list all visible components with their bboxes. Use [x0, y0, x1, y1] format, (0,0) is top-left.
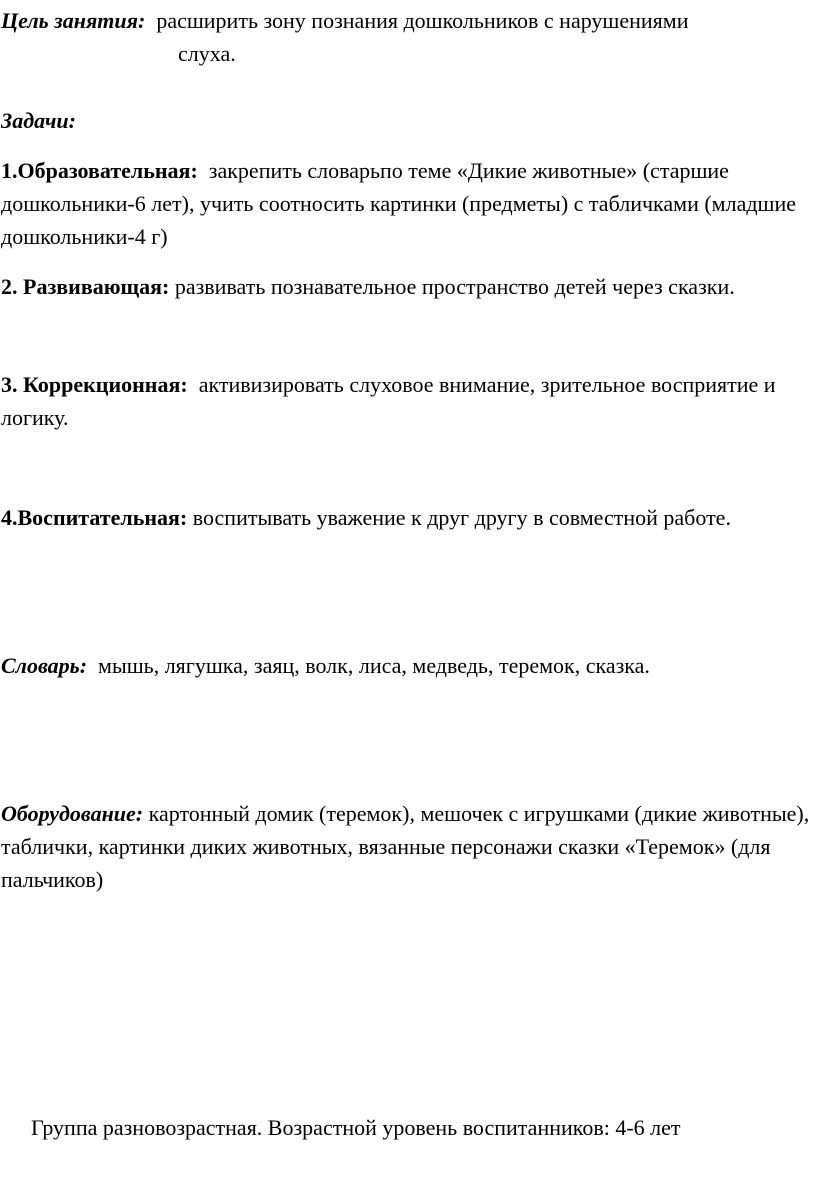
- goal-text-line1: расширить зону познания дошкольников с нарушениями: [156, 8, 689, 33]
- vocabulary-paragraph: [1, 649, 812, 682]
- equipment-text: картонный домик (теремок), мешочек с игрушками (дикие животные), таблички, картинки диких животных, вязанные персонажи сказки «Теремок» (для пальчиков): [1, 801, 810, 892]
- goal-text-line2: слуха.: [178, 41, 236, 66]
- task-developing-label: 2. Развивающая:: [1, 274, 170, 299]
- vocabulary-label: Словарь:: [1, 653, 88, 678]
- equipment-label: Оборудование:: [1, 801, 144, 826]
- goal-label: Цель занятия:: [1, 8, 146, 33]
- task-upbringing-text: воспитывать уважение к друг другу в совместной работе.: [192, 505, 731, 530]
- task-developing-text: развивать познавательное пространство детей через сказки.: [174, 274, 735, 299]
- vocabulary-text: мышь, лягушка, заяц, волк, лиса, медведь, теремок, сказка.: [98, 653, 650, 678]
- task-correctional-text: активизировать слуховое внимание, зрительное восприятие и логику.: [1, 372, 776, 430]
- task-educational-text: закрепить словарьпо теме «Дикие животные» (старшие дошкольники-6 лет), учить соотносить картинки (предметы) с табличками (младшие дошкольники-4 г): [1, 158, 797, 249]
- task-upbringing-label: 4.Воспитательная:: [1, 505, 188, 530]
- goal-paragraph: [1, 4, 812, 70]
- equipment-paragraph: [1, 797, 812, 896]
- task-educational: [1, 154, 812, 253]
- task-educational-label: 1.Образовательная:: [1, 158, 198, 183]
- task-correctional: [1, 368, 812, 434]
- task-developing: [1, 270, 812, 303]
- task-upbringing: [1, 501, 812, 534]
- tasks-heading: Задачи:: [1, 108, 76, 133]
- task-correctional-label: 3. Коррекционная:: [1, 372, 188, 397]
- group-info: Группа разновозрастная. Возрастной уровень воспитанников: 4-6 лет: [31, 1115, 681, 1140]
